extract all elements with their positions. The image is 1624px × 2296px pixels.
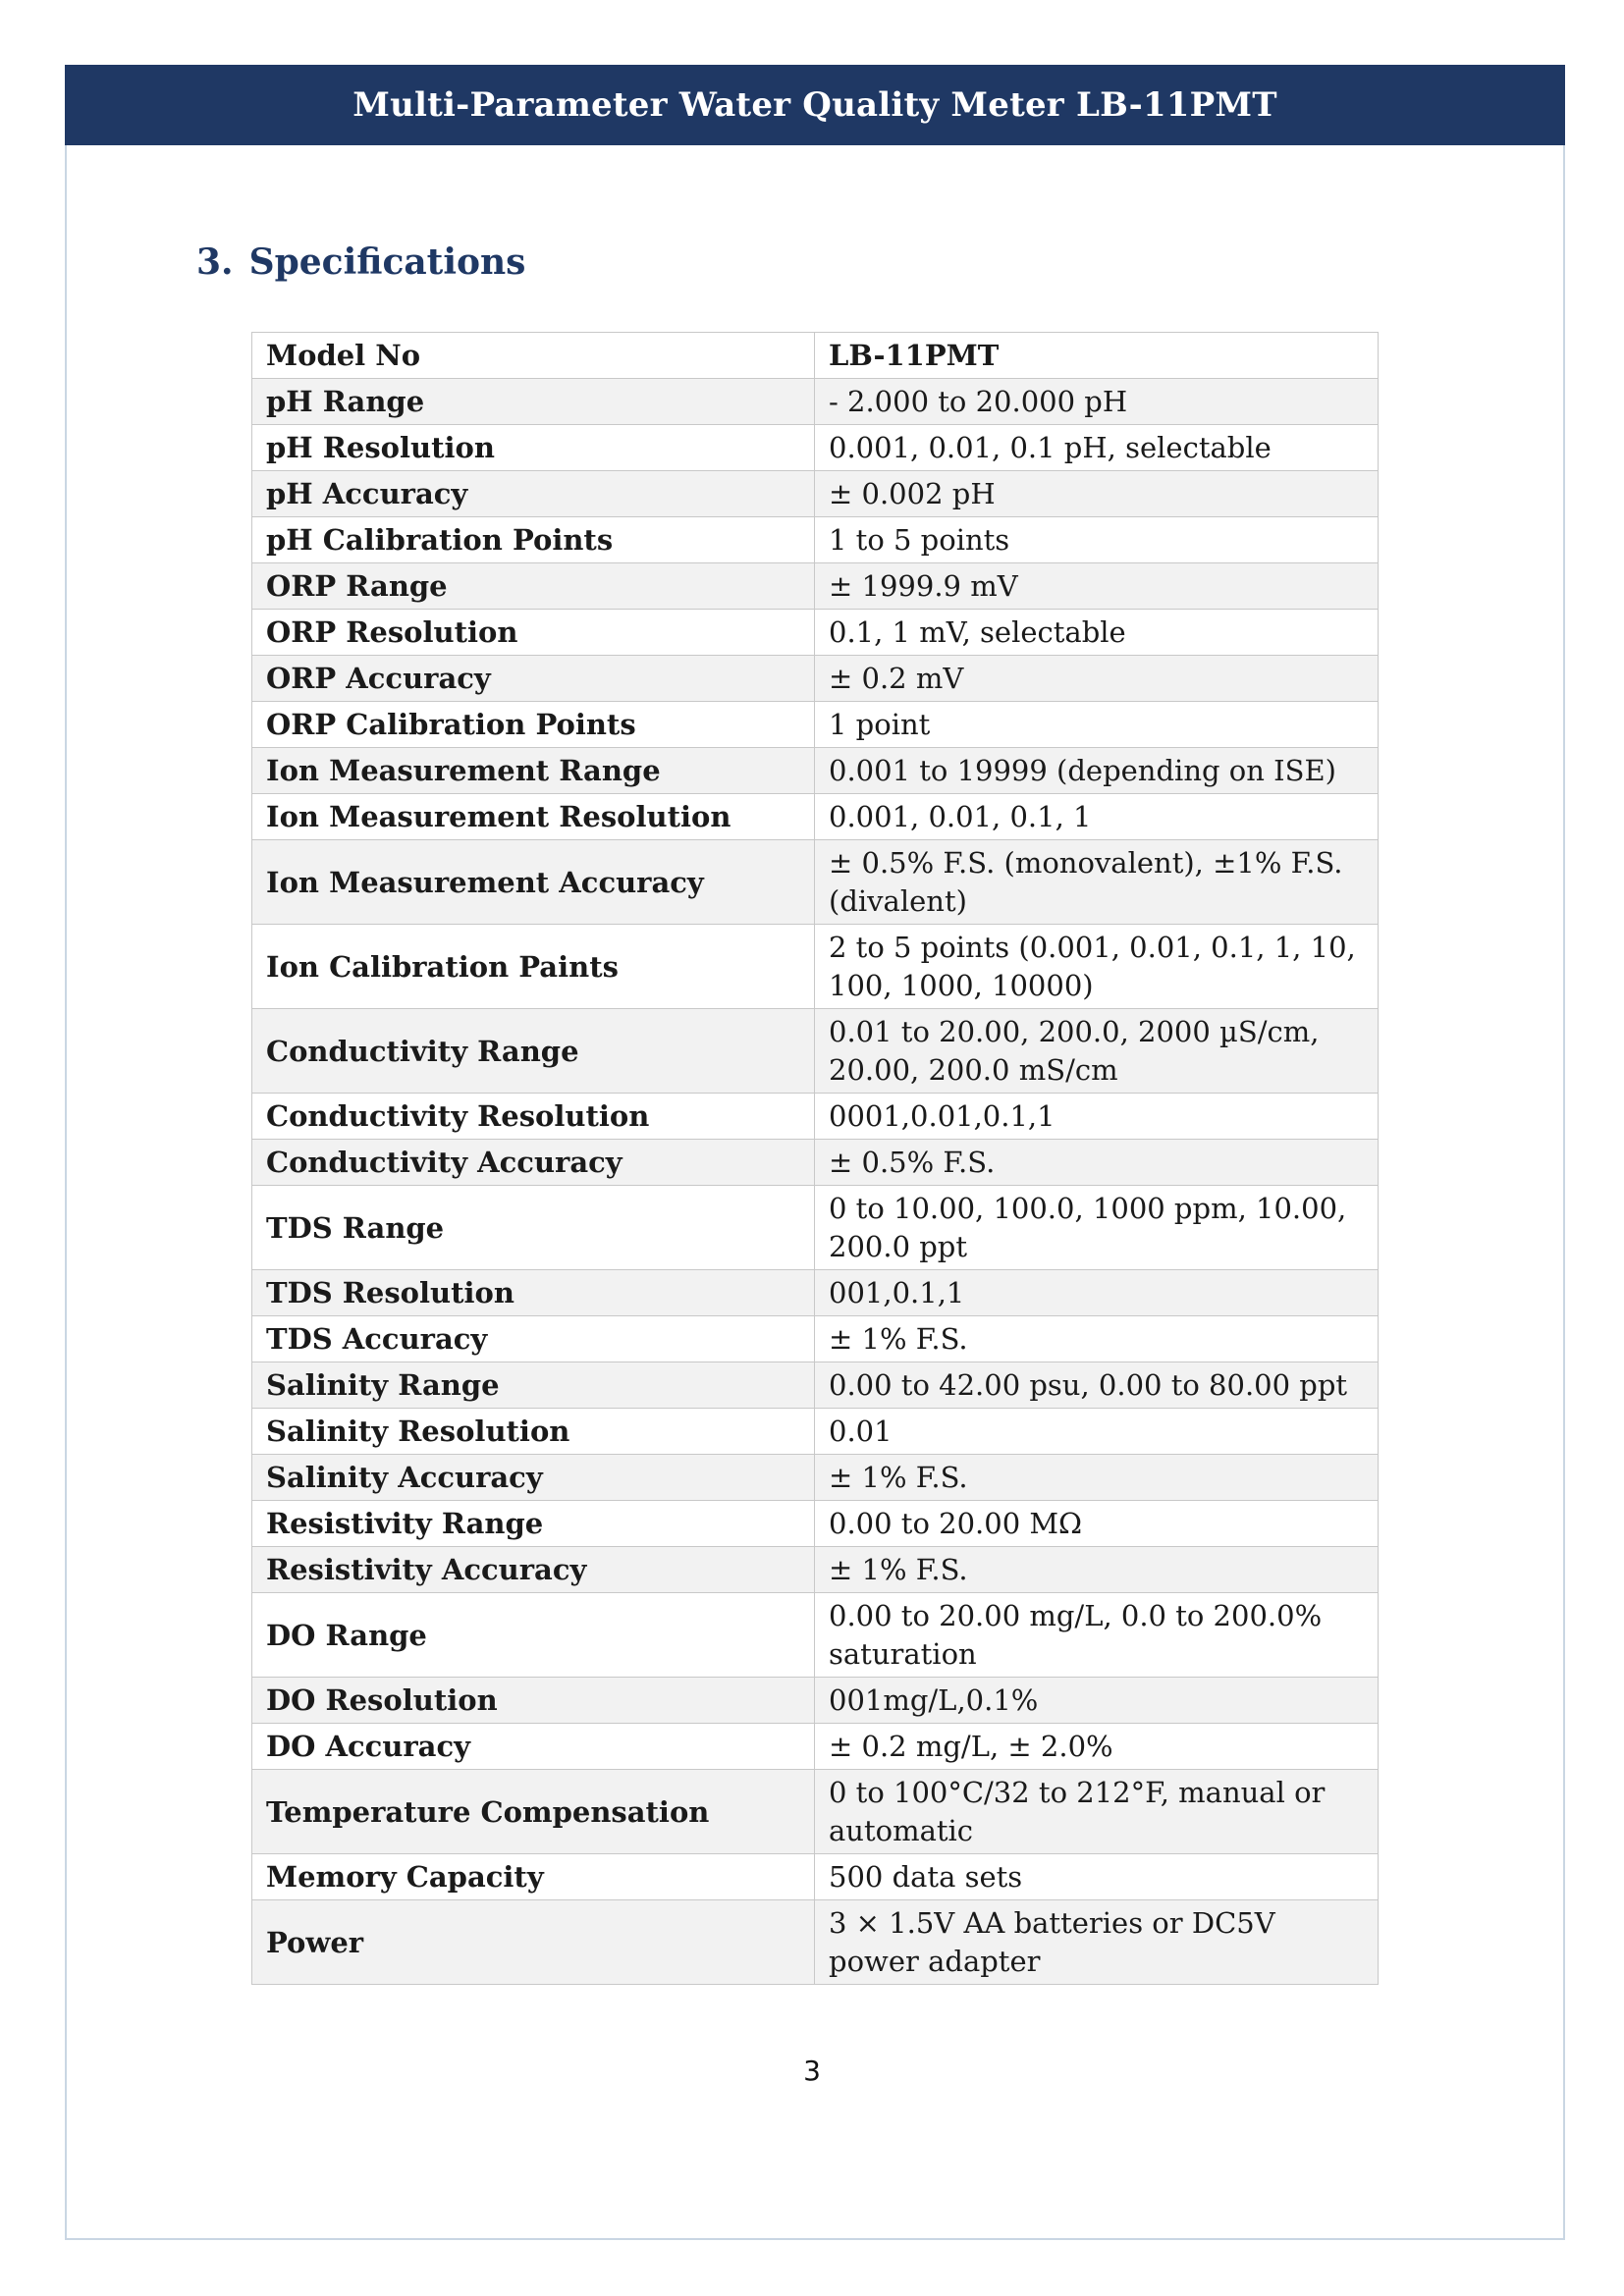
spec-label: Temperature Compensation — [252, 1770, 815, 1854]
table-row — [252, 610, 1379, 656]
spec-value: 0.001, 0.01, 0.1, 1 — [815, 794, 1379, 840]
spec-label: ORP Calibration Points — [252, 702, 815, 748]
table-row — [252, 1854, 1379, 1900]
section-title: Specifications — [248, 241, 526, 283]
table-row — [252, 748, 1379, 794]
spec-value: 0.01 to 20.00, 200.0, 2000 µS/cm, 20.00, 200.0 mS/cm — [815, 1009, 1379, 1094]
spec-label: Resistivity Range — [252, 1501, 815, 1547]
spec-label: Conductivity Resolution — [252, 1094, 815, 1140]
spec-value: ± 1% F.S. — [815, 1547, 1379, 1593]
spec-value: LB-11PMT — [815, 333, 1379, 379]
table-row — [252, 1593, 1379, 1678]
spec-value: ± 0.002 pH — [815, 471, 1379, 517]
spec-label: TDS Accuracy — [252, 1316, 815, 1362]
spec-value: 0 to 100°C/32 to 212°F, manual or automatic — [815, 1770, 1379, 1854]
specifications-table-body — [252, 333, 1379, 1985]
header-title: Multi-Parameter Water Quality Meter LB-11PMT — [352, 85, 1277, 125]
table-row — [252, 1270, 1379, 1316]
spec-label: ORP Accuracy — [252, 656, 815, 702]
spec-label: pH Accuracy — [252, 471, 815, 517]
spec-label: Memory Capacity — [252, 1854, 815, 1900]
spec-label: TDS Resolution — [252, 1270, 815, 1316]
spec-value: 001,0.1,1 — [815, 1270, 1379, 1316]
spec-value: 0.1, 1 mV, selectable — [815, 610, 1379, 656]
spec-label: Ion Measurement Accuracy — [252, 840, 815, 925]
spec-value: 0001,0.01,0.1,1 — [815, 1094, 1379, 1140]
spec-value: 3 × 1.5V AA batteries or DC5V power adapter — [815, 1900, 1379, 1985]
spec-label: Ion Measurement Resolution — [252, 794, 815, 840]
spec-value: 0.00 to 20.00 mg/L, 0.0 to 200.0% saturation — [815, 1593, 1379, 1678]
table-row — [252, 379, 1379, 425]
table-row — [252, 471, 1379, 517]
table-row — [252, 517, 1379, 563]
table-row — [252, 1547, 1379, 1593]
spec-value: 0.01 — [815, 1409, 1379, 1455]
table-row — [252, 1409, 1379, 1455]
table-row — [252, 1501, 1379, 1547]
spec-label: DO Accuracy — [252, 1724, 815, 1770]
spec-value: 0.00 to 20.00 MΩ — [815, 1501, 1379, 1547]
spec-value: 500 data sets — [815, 1854, 1379, 1900]
table-row — [252, 702, 1379, 748]
spec-label: Salinity Range — [252, 1362, 815, 1409]
section-number: 3. — [196, 241, 234, 283]
table-row — [252, 1094, 1379, 1140]
spec-label: Salinity Resolution — [252, 1409, 815, 1455]
spec-value: ± 0.2 mg/L, ± 2.0% — [815, 1724, 1379, 1770]
spec-value: 0.001 to 19999 (depending on ISE) — [815, 748, 1379, 794]
table-row — [252, 1455, 1379, 1501]
table-row — [252, 925, 1379, 1009]
spec-label: Conductivity Accuracy — [252, 1140, 815, 1186]
table-row — [252, 1770, 1379, 1854]
page-number: 3 — [803, 2055, 821, 2087]
spec-label: Ion Measurement Range — [252, 748, 815, 794]
spec-label: Ion Calibration Paints — [252, 925, 815, 1009]
table-row — [252, 794, 1379, 840]
section-heading — [196, 241, 525, 283]
spec-value: 0 to 10.00, 100.0, 1000 ppm, 10.00, 200.0 ppt — [815, 1186, 1379, 1270]
spec-label: pH Calibration Points — [252, 517, 815, 563]
spec-value: 0.001, 0.01, 0.1 pH, selectable — [815, 425, 1379, 471]
spec-label: ORP Range — [252, 563, 815, 610]
spec-value: ± 1% F.S. — [815, 1455, 1379, 1501]
spec-label: pH Resolution — [252, 425, 815, 471]
spec-label: Resistivity Accuracy — [252, 1547, 815, 1593]
spec-value: ± 1% F.S. — [815, 1316, 1379, 1362]
table-row — [252, 1724, 1379, 1770]
specifications-table — [251, 332, 1379, 1985]
table-row — [252, 840, 1379, 925]
spec-value: ± 0.5% F.S. (monovalent), ±1% F.S. (divalent) — [815, 840, 1379, 925]
spec-value: ± 0.5% F.S. — [815, 1140, 1379, 1186]
spec-value: 0.00 to 42.00 psu, 0.00 to 80.00 ppt — [815, 1362, 1379, 1409]
spec-label: Power — [252, 1900, 815, 1985]
spec-label: pH Range — [252, 379, 815, 425]
header-banner — [65, 65, 1565, 145]
spec-label: ORP Resolution — [252, 610, 815, 656]
table-row — [252, 1186, 1379, 1270]
spec-label: Conductivity Range — [252, 1009, 815, 1094]
table-row — [252, 1678, 1379, 1724]
table-row — [252, 1316, 1379, 1362]
table-row — [252, 1900, 1379, 1985]
spec-value: 2 to 5 points (0.001, 0.01, 0.1, 1, 10, 100, 1000, 10000) — [815, 925, 1379, 1009]
table-row — [252, 1362, 1379, 1409]
table-row — [252, 1140, 1379, 1186]
table-row — [252, 563, 1379, 610]
spec-label: TDS Range — [252, 1186, 815, 1270]
table-row — [252, 333, 1379, 379]
table-row — [252, 425, 1379, 471]
spec-label: DO Range — [252, 1593, 815, 1678]
spec-value: 001mg/L,0.1% — [815, 1678, 1379, 1724]
table-row — [252, 656, 1379, 702]
spec-value: 1 point — [815, 702, 1379, 748]
spec-value: ± 0.2 mV — [815, 656, 1379, 702]
table-row — [252, 1009, 1379, 1094]
spec-value: - 2.000 to 20.000 pH — [815, 379, 1379, 425]
spec-value: ± 1999.9 mV — [815, 563, 1379, 610]
spec-value: 1 to 5 points — [815, 517, 1379, 563]
spec-label: Model No — [252, 333, 815, 379]
spec-label: Salinity Accuracy — [252, 1455, 815, 1501]
spec-label: DO Resolution — [252, 1678, 815, 1724]
